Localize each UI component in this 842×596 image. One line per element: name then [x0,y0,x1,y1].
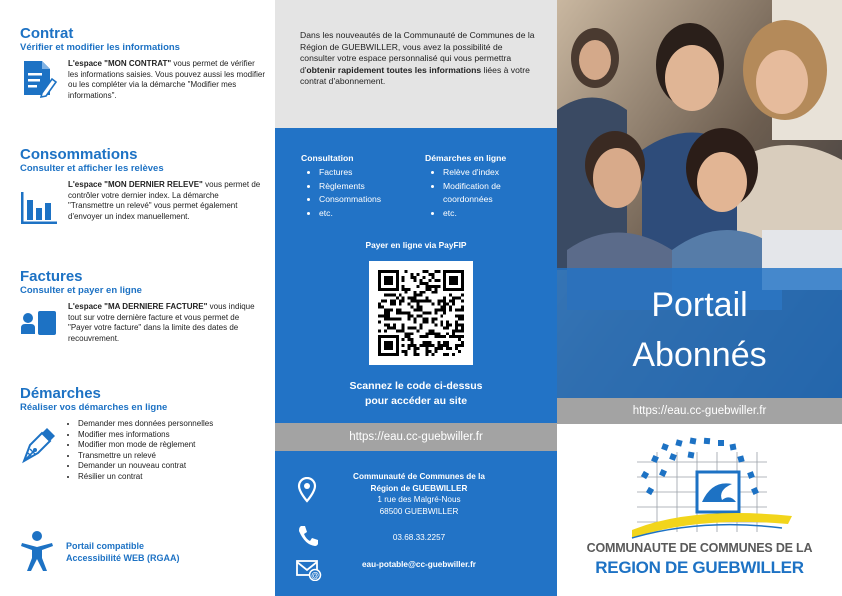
section-demarches [20,385,265,483]
list-item: • Transmettre un relevé [78,451,265,462]
demarches-en-ligne-column [425,153,541,220]
demarches-list [78,419,265,483]
payfip-label: Payer en ligne via PayFIP [365,240,467,250]
email-icon [296,559,322,581]
section-contrat [20,25,265,101]
list-item: • Règlements [319,180,416,194]
phone-number[interactable]: 03.68.33.2257 [392,533,446,542]
consultation-column [301,153,416,220]
svg-text:@: @ [311,571,319,580]
list-item: • Consommations [319,193,416,207]
city-address: 68500 GUEBWILLER [379,506,459,516]
scan-line2: pour accéder au site [364,395,468,407]
feature-name: L'espace "MA DERNIERE FACTURE" [68,302,208,311]
intro-text [275,0,557,128]
list-item: • Modifier mon mode de règlement [78,440,265,451]
section-subtitle: Consulter et payer en ligne [20,285,142,296]
section-factures [20,268,265,344]
scan-line1: Scannez le code ci-dessus [349,380,483,392]
section-title: Contrat [20,25,74,42]
section-title: Consommations [20,146,138,163]
section-subtitle: Réaliser vos démarches en ligne [20,402,168,413]
org-name-line1: Communauté de Communes de la [353,472,485,481]
section-title: Factures [20,268,83,285]
location-pin-icon [297,477,317,503]
list-item: • Factures [319,166,416,180]
cc-guebwiller-logo [602,432,802,542]
accessibility-line1: Portail compatible [66,541,145,551]
feature-description: vous permet de vérifier les informations saisies. Vous pouvez aussi les modifier ou les compléter via la démarche "Modifier mes informations". [68,59,265,100]
consultation-title: Consultation [301,153,354,163]
portal-title [557,280,842,380]
feature-name: L'espace "MON DERNIER RELEVE" [68,180,203,189]
list-item: • Demander mes données personnelles [78,419,265,430]
accessibility-line2: Accessibilité WEB (RGAA) [66,553,180,563]
bar-chart-icon [20,188,58,228]
portal-url-link[interactable]: https://eau.cc-guebwiller.fr [275,423,557,451]
document-edit-icon [20,59,58,99]
contact-block [275,451,557,596]
qr-code[interactable] [369,261,473,365]
list-item: • etc. [443,207,541,221]
list-item: • Relève d'index [443,166,541,180]
portal-url-link[interactable]: https://eau.cc-guebwiller.fr [557,398,842,424]
services-block [275,128,557,423]
scan-instruction [275,379,557,409]
list-item: • Demander un nouveau contrat [78,461,265,472]
qr-code-image [378,270,464,356]
right-panel [557,0,842,596]
middle-panel [275,0,557,596]
section-subtitle: Consulter et afficher les relèves [20,163,164,174]
section-subtitle: Vérifier et modifier les informations [20,42,180,53]
feature-description: vous permet de contrôler votre dernier index. La démarche "Transmettre un relevé" vous permet également d'envoyer un index manuellement. [68,180,261,221]
accessibility-person-icon [20,530,54,572]
list-item: • Modification de coordonnées [443,180,541,207]
email-link[interactable]: eau-potable@cc-guebwiller.fr [362,560,476,569]
feature-description: vous indique tout sur votre dernière facture et vous permet de "Payer votre facture" dans la limite des dates de recouvrement. [68,302,255,343]
section-consommations [20,146,265,222]
list-item: • Résilier un contrat [78,472,265,483]
intro-text-part1: Dans les nouveautés de la Communauté de Communes de la Région de GUEBWILLER, vous avez la possibilité de consulter votre espace personnalisé qui vous permettra d' [300,30,535,75]
list-item: • Modifier mes informations [78,430,265,441]
phone-icon [297,525,319,547]
org-name-line2: Région de GUEBWILLER [370,483,468,493]
fountain-pen-icon [20,425,58,465]
invoice-card-icon [20,308,58,348]
demarches-en-ligne-list [443,166,541,220]
list-item: • etc. [319,207,416,221]
section-title: Démarches [20,385,101,402]
left-panel [0,0,275,596]
logo-text-line1: COMMUNAUTE DE COMMUNES DE LA [586,541,813,555]
demarches-en-ligne-title: Démarches en ligne [425,153,507,163]
contact-address [330,471,508,517]
feature-name: L'espace "MON CONTRAT" [68,59,172,68]
intro-text-part2: liées à votre contrat d'abonnement. [300,64,530,87]
portal-title-line1: Portail [651,286,748,324]
logo-text-line2: REGION DE GUEBWILLER [595,558,804,577]
intro-text-bold: obtenir rapidement toutes les informations [306,64,482,75]
consultation-list [319,166,416,220]
street-address: 1 rue des Malgré-Nous [377,495,461,504]
portal-title-line2: Abonnés [632,336,767,374]
